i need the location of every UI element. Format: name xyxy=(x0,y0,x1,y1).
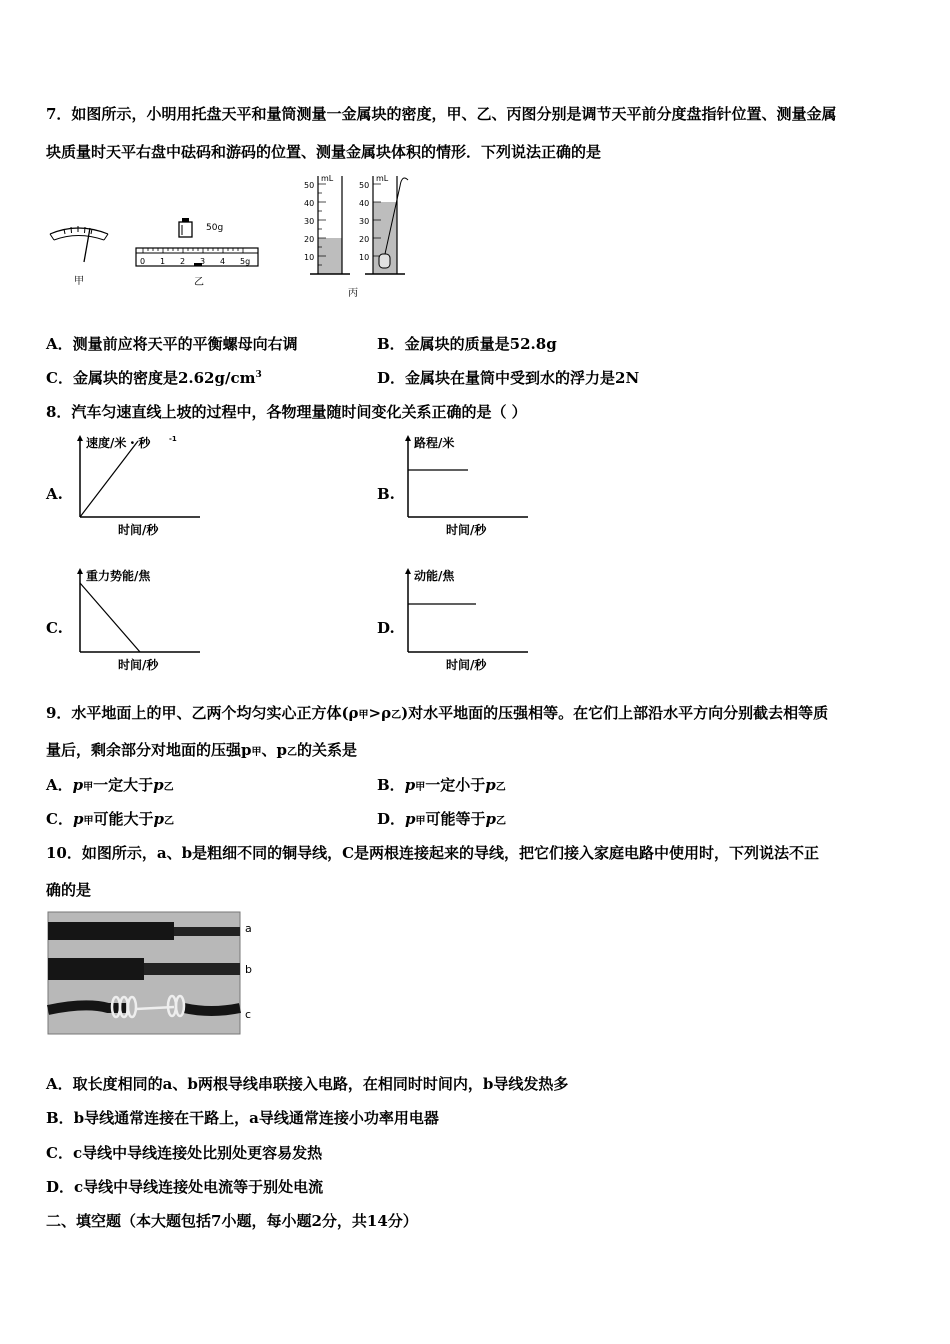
q8-graph-d xyxy=(400,566,540,674)
graph-a-xlabel: 时间/秒 xyxy=(118,523,159,537)
ruler-tick-0: 0 xyxy=(140,257,146,266)
ruler-tick-2: 2 xyxy=(180,257,186,266)
wire-label-b: b xyxy=(245,963,252,976)
q9-option-c: C．p甲可能大于p乙 xyxy=(46,810,174,828)
q9-option-b: B．p甲一定小于p乙 xyxy=(377,776,506,794)
cyl-left-40: 40 xyxy=(304,199,315,208)
graph-a-ylabel: 速度/米・秒 xyxy=(86,436,151,450)
section-2-heading: 二、填空题（本大题包括7小题，每小题2分，共14分） xyxy=(46,1212,418,1230)
cylinder-right xyxy=(365,176,408,274)
q7-option-d: D．金属块在量筒中受到水的浮力是2N xyxy=(377,369,640,387)
q9-option-a: A．p甲一定大于p乙 xyxy=(46,776,174,794)
q8-graph-b xyxy=(400,433,540,541)
cyl-right-30: 30 xyxy=(359,217,370,226)
weight-yi xyxy=(179,218,192,237)
graph-c-xlabel: 时间/秒 xyxy=(118,658,159,672)
ruler-tick-1: 1 xyxy=(160,257,166,266)
wire-label-a: a xyxy=(245,922,252,935)
cyl-left-unit: mL xyxy=(321,174,334,183)
fig-jia-label: 甲 xyxy=(74,276,84,287)
ruler-tick-3: 3 xyxy=(200,257,206,266)
q7-stem-line1: 7．如图所示，小明用托盘天平和量筒测量一金属块的密度，甲、乙、丙图分别是调节天平前分度盘指针位置、测量金属 xyxy=(46,105,837,123)
q7-figure xyxy=(40,168,420,300)
graph-b-xlabel: 时间/秒 xyxy=(446,523,487,537)
graph-a-ysup: -1 xyxy=(169,435,177,443)
q8-option-c-letter: C. xyxy=(46,619,63,637)
q10-option-a: A．取长度相同的a、b两根导线串联接入电路，在相同时时间内，b导线发热多 xyxy=(46,1075,569,1093)
q8-stem: 8．汽车匀速直线上坡的过程中，各物理量随时间变化关系正确的是（ ） xyxy=(46,403,527,421)
cyl-left-10: 10 xyxy=(304,253,315,262)
weight-label: 50g xyxy=(206,223,224,233)
graph-d-xlabel: 时间/秒 xyxy=(446,658,487,672)
cyl-left-20: 20 xyxy=(304,235,315,244)
cyl-right-10: 10 xyxy=(359,253,370,262)
cyl-right-20: 20 xyxy=(359,235,370,244)
q10-wire-photo xyxy=(46,910,261,1038)
cyl-left-50: 50 xyxy=(304,181,315,190)
q9-option-d: D．p甲可能等于p乙 xyxy=(377,810,507,828)
q10-option-c: C．c导线中导线连接处比别处更容易发热 xyxy=(46,1144,323,1162)
graph-c-ylabel: 重力势能/焦 xyxy=(86,569,151,583)
wire-label-c: c xyxy=(245,1008,252,1021)
cylinder-left xyxy=(310,176,350,274)
q8-graph-c xyxy=(72,566,212,674)
fig-yi-label: 乙 xyxy=(194,277,204,288)
dial-jia xyxy=(50,226,108,262)
q8-option-b-letter: B. xyxy=(377,485,395,503)
cyl-right-50: 50 xyxy=(359,181,370,190)
cyl-right-40: 40 xyxy=(359,199,370,208)
q9-stem-line2: 量后，剩余部分对地面的压强p甲、p乙的关系是 xyxy=(46,741,358,759)
q7-option-c: C．金属块的密度是$2.62g/cm^3$ xyxy=(46,369,262,387)
q8-option-a-letter: A. xyxy=(46,485,63,503)
q10-stem-line2: 确的是 xyxy=(46,881,92,899)
fig-bing-label: 丙 xyxy=(348,288,358,299)
q8-option-d-letter: D. xyxy=(377,619,395,637)
q10-option-d: D．c导线中导线连接处电流等于别处电流 xyxy=(46,1178,324,1196)
ruler-tick-4: 4 xyxy=(220,257,226,266)
cyl-left-30: 30 xyxy=(304,217,315,226)
graph-b-ylabel: 路程/米 xyxy=(414,436,455,450)
cyl-right-unit: mL xyxy=(376,174,389,183)
q10-stem-line1: 10．如图所示，a、b是粗细不同的铜导线，C是两根连接起来的导线，把它们接入家庭电路中使用时，下列说法不正 xyxy=(46,844,820,862)
ruler-tick-5: 5g xyxy=(240,257,251,266)
q7-option-b: B．金属块的质量是52.8g xyxy=(377,335,557,353)
q10-option-b: B．b导线通常连接在干路上，a导线通常连接小功率用电器 xyxy=(46,1109,439,1127)
q9-stem-line1: 9．水平地面上的甲、乙两个均匀实心正方体(ρ甲>ρ乙)对水平地面的压强相等。在它们上部沿水平方向分别截去相等质 xyxy=(46,704,829,722)
graph-d-ylabel: 动能/焦 xyxy=(414,569,455,583)
q7-option-a: A．测量前应将天平的平衡螺母向右调 xyxy=(46,335,298,353)
q7-stem-line2: 块质量时天平右盘中砝码和游码的位置、测量金属块体积的情形．下列说法正确的是 xyxy=(46,143,602,161)
q8-graph-a xyxy=(72,433,212,541)
